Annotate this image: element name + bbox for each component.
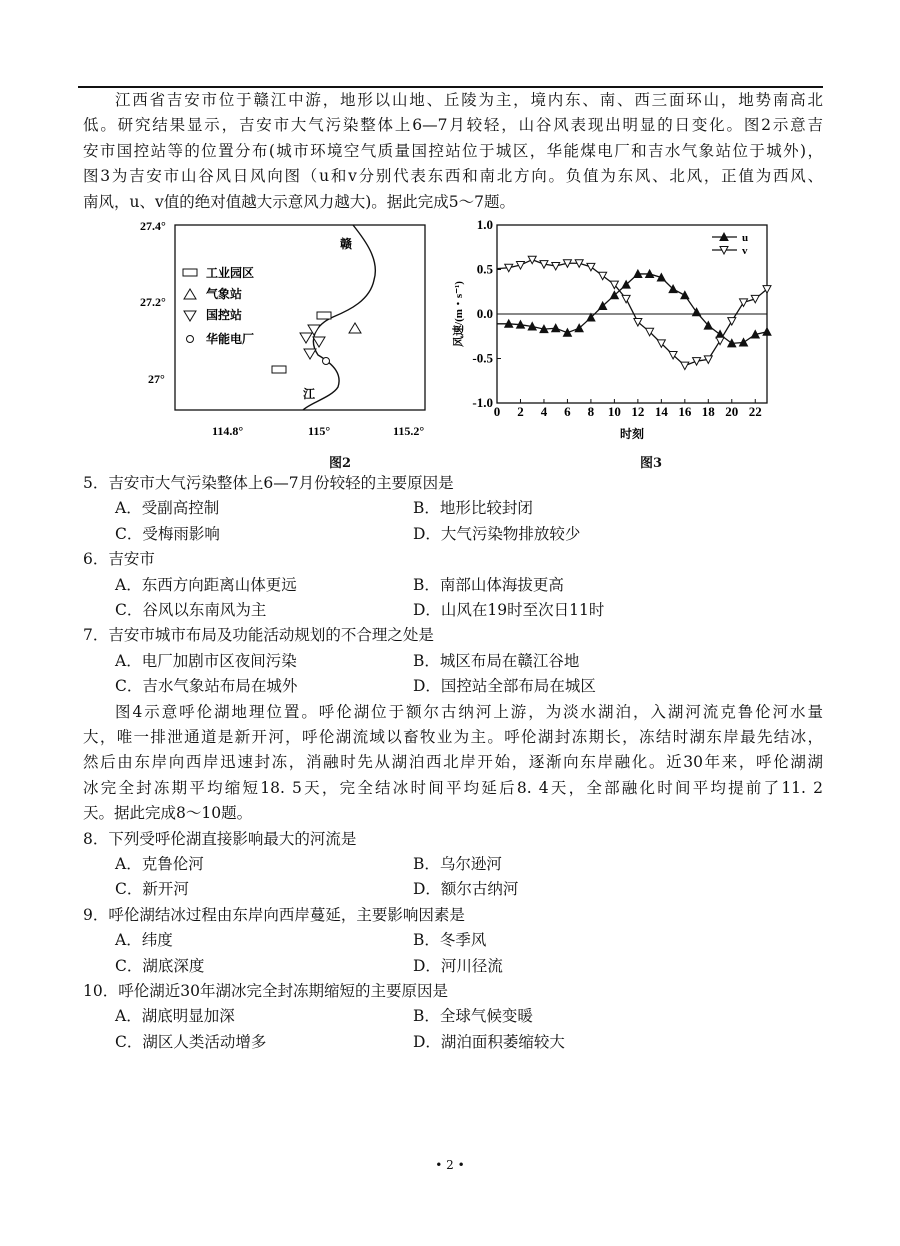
industrial-park-marker: [317, 312, 331, 319]
figure-3-chart: [440, 215, 785, 450]
series-line-v: [497, 260, 767, 366]
q10-option-b[interactable]: B．全球气候变暖: [413, 1007, 533, 1026]
q9-option-a[interactable]: A．纬度: [115, 931, 173, 950]
q10-option-d[interactable]: D．湖泊面积萎缩较大: [413, 1032, 565, 1051]
power-plant-marker: [323, 358, 330, 365]
y-tick: 27.4°: [140, 219, 166, 233]
y-tick-label: 1.0: [476, 217, 493, 232]
text-line: 图3为吉安市山谷风日风向图（u和v分别代表东西和南北方向。负值为东风、北风，正值为西风、: [83, 167, 823, 186]
q6-option-d[interactable]: D．山风在19时至次日11时: [413, 600, 605, 619]
q5-option-d[interactable]: D．大气污染物排放较少: [413, 524, 581, 543]
data-point-v: [740, 299, 748, 307]
q9-option-b[interactable]: B．冬季风: [413, 931, 487, 950]
question-8-stem: 8．下列受呼伦湖直接影响最大的河流是: [83, 829, 357, 848]
industrial-park-icon: [183, 269, 197, 276]
y-tick-label: -1.0: [472, 395, 493, 410]
figure-3-caption: 图3: [640, 456, 663, 471]
q8-option-a[interactable]: A．克鲁伦河: [115, 854, 204, 873]
data-point-v: [552, 262, 560, 270]
q7-option-a[interactable]: A．电厂加剧市区夜间污染: [115, 651, 297, 670]
question-6-stem: 6．吉安市: [83, 550, 155, 569]
industrial-park-marker: [272, 366, 286, 373]
x-tick: 115°: [308, 424, 331, 438]
text-line: 然后由东岸向西岸迅速封冻，消融时先从湖泊西北岸开始，逐渐向东岸融化。近30年来，呼伦湖湖: [83, 753, 823, 772]
q6-option-b[interactable]: B．南部山体海拔更高: [413, 575, 564, 594]
x-tick: 115.2°: [393, 424, 425, 438]
x-tick-label: 20: [725, 404, 739, 419]
x-tick-label: 12: [631, 404, 645, 419]
legend-label: v: [742, 245, 748, 257]
text-line: 低。研究结果显示，吉安市大气污染整体上6—7月较轻，山谷风表现出明显的日变化。图2示意吉: [83, 116, 823, 135]
data-point-v: [528, 256, 536, 264]
q10-option-c[interactable]: C．湖区人类活动增多: [115, 1032, 267, 1051]
q9-option-d[interactable]: D．河川径流: [413, 956, 503, 975]
legend-label: u: [742, 232, 749, 244]
x-axis-label: 时刻: [619, 427, 645, 441]
text-line: 江西省吉安市位于赣江中游，地形以山地、丘陵为主，境内东、南、西三面环山，地势南高北: [115, 91, 823, 109]
q8-option-b[interactable]: B．乌尔逊河: [413, 854, 502, 873]
text-line: 图4示意呼伦湖地理位置。呼伦湖位于额尔古纳河上游，为淡水湖泊，入湖河流克鲁伦河水量: [115, 702, 823, 721]
power-plant-icon: [187, 336, 194, 343]
text-line: 安市国控站等的位置分布(城市环境空气质量国控站位于城区，华能煤电厂和吉水气象站位于城外)，: [83, 141, 823, 160]
data-point-v: [728, 318, 736, 326]
data-point-v: [716, 337, 724, 345]
series-line-u: [497, 274, 767, 343]
q7-option-c[interactable]: C．吉水气象站布局在城外: [115, 677, 298, 696]
legend-label: 华能电厂: [206, 332, 255, 346]
monitoring-station-icon: [184, 311, 196, 321]
question-7-stem: 7．吉安市城市布局及功能活动规划的不合理之处是: [83, 626, 434, 645]
y-tick-label: 0.0: [476, 306, 493, 321]
weather-station-icon: [184, 289, 196, 299]
text-line: 南风，u、v值的绝对值越大示意风力越大)。据此完成5～7题。: [83, 192, 516, 211]
y-tick-label: -0.5: [472, 350, 493, 366]
figure-2-caption: 图2: [329, 456, 352, 471]
y-axis-label: 风速/(m・s⁻¹): [453, 281, 465, 347]
q6-option-c[interactable]: C．谷风以东南风为主: [115, 600, 267, 619]
question-5-stem: 5．吉安市大气污染整体上6—7月份较轻的主要原因是: [83, 474, 454, 492]
y-tick: 27°: [148, 372, 165, 386]
q5-option-c[interactable]: C．受梅雨影响: [115, 524, 220, 543]
data-point-u: [763, 328, 771, 336]
question-10-stem: 10．呼伦湖近30年湖冰完全封冻期缩短的主要原因是: [83, 981, 448, 1000]
x-tick-label: 16: [678, 404, 692, 419]
q10-option-a[interactable]: A．湖底明显加深: [115, 1007, 235, 1026]
legend-label: 工业园区: [206, 266, 255, 280]
x-tick-label: 8: [587, 404, 595, 419]
x-tick-label: 4: [540, 404, 548, 419]
y-tick-label: 0.5: [476, 261, 493, 277]
q7-option-d[interactable]: D．国控站全部布局在城区: [413, 677, 596, 696]
text-line: 天。据此完成8～10题。: [83, 804, 253, 823]
q7-option-b[interactable]: B．城区布局在赣江谷地: [413, 651, 580, 670]
x-tick-label: 2: [517, 404, 524, 419]
monitoring-station-markers: [300, 325, 325, 359]
x-tick: 114.8°: [212, 424, 244, 438]
q6-option-a[interactable]: A．东西方向距离山体更远: [115, 575, 297, 594]
data-point-v: [622, 295, 630, 303]
q5-option-b[interactable]: B．地形比较封闭: [413, 499, 533, 518]
data-point-u: [681, 291, 689, 299]
x-tick-label: 0: [493, 404, 501, 419]
weather-station-marker: [349, 323, 361, 333]
gan-river: [303, 225, 375, 410]
x-tick-label: 6: [564, 404, 571, 419]
data-point-u: [693, 308, 701, 316]
question-9-stem: 9．呼伦湖结冰过程由东岸向西岸蔓延，主要影响因素是: [83, 905, 465, 924]
q9-option-c[interactable]: C．湖底深度: [115, 956, 205, 975]
legend-label: 国控站: [206, 308, 243, 322]
river-label: 江: [303, 387, 316, 401]
questions-5-7: [83, 471, 823, 1055]
x-tick-label: 10: [607, 404, 621, 419]
x-tick-label: 22: [748, 404, 762, 419]
y-tick: 27.2°: [140, 295, 166, 309]
page-number: • 2 •: [435, 1158, 465, 1172]
text-line: 大，唯一排泄通道是新开河，呼伦湖流域以畜牧业为主。呼伦湖封冻期长，冻结时湖东岸最先结冰，: [83, 727, 823, 746]
legend-label: 气象站: [206, 287, 243, 301]
figure-2-map: [120, 215, 440, 445]
q8-option-c[interactable]: C．新开河: [115, 880, 189, 899]
text-line: 冰完全封冻期平均缩短18. 5天，完全结冰时间平均延后8. 4天，全部融化时间平均提前了11. 2: [83, 778, 823, 797]
q8-option-d[interactable]: D．额尔古纳河: [413, 880, 519, 899]
x-tick-label: 18: [701, 404, 715, 419]
data-point-v: [681, 362, 689, 370]
data-point-v: [693, 358, 701, 366]
intro-passage-1: [83, 88, 823, 215]
q5-option-a[interactable]: A．受副高控制: [115, 499, 220, 518]
river-label: 赣: [340, 237, 353, 251]
data-point-u: [563, 329, 571, 337]
x-tick-label: 14: [654, 404, 668, 419]
